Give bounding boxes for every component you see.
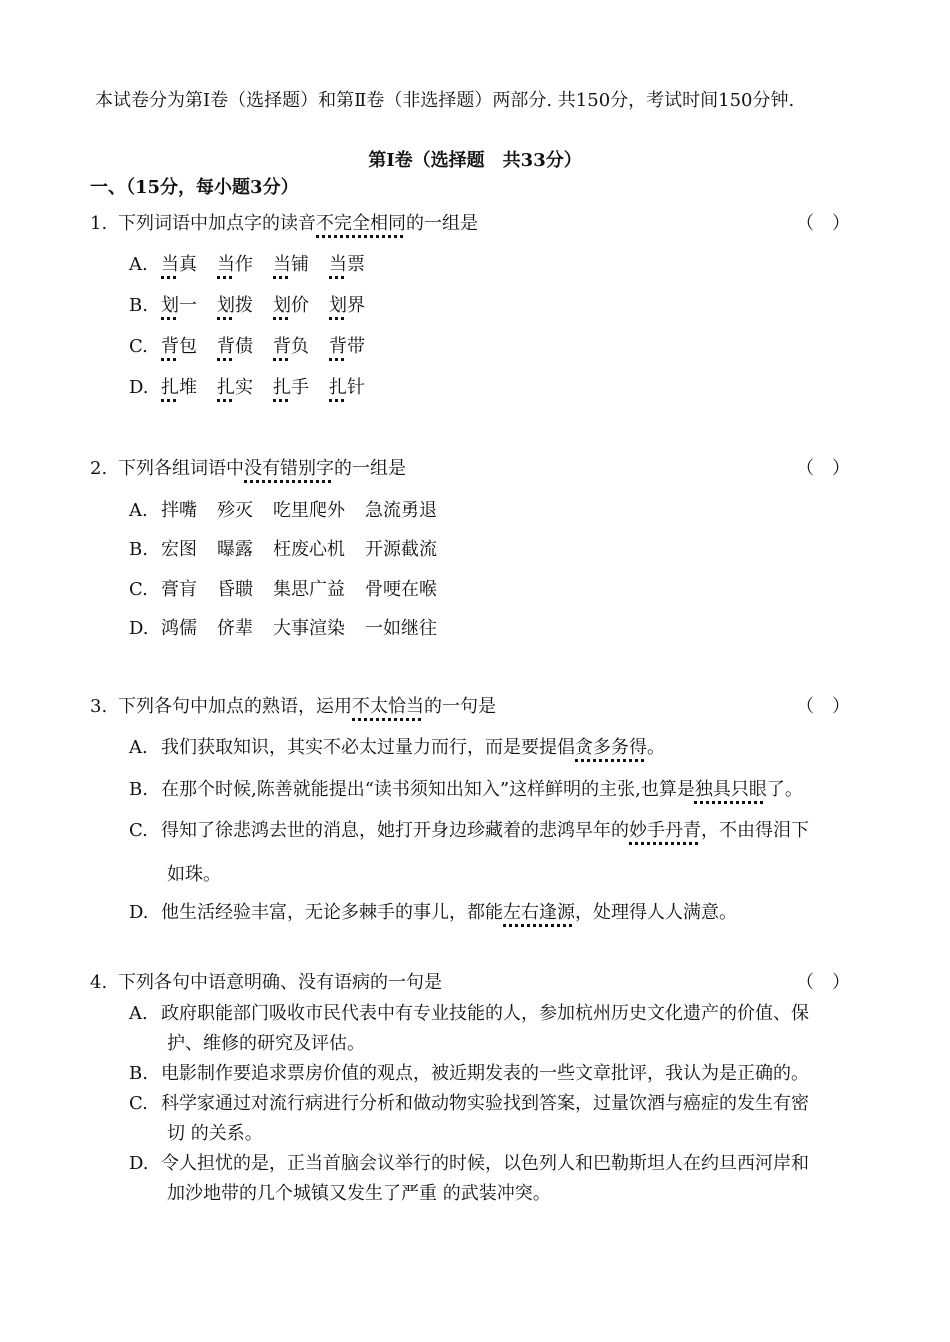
q1-option-b: B. 划一 划拨 划价 划界 xyxy=(129,295,365,316)
q4-option-a-continued: 护、维修的研究及评估。 xyxy=(167,1033,365,1054)
question-1-stem: 1. 下列词语中加点字的读音不完全相同的一组是 xyxy=(90,213,478,234)
q4-option-b: B. 电影制作要追求票房价值的观点，被近期发表的一些文章批评，我认为是正确的。 xyxy=(129,1063,809,1084)
q2-option-b: B. 宏图 曝露 枉废心机 开源截流 xyxy=(129,539,437,560)
q4-option-c: C. 科学家通过对流行病进行分析和做动物实验找到答案，过量饮酒与癌症的发生有密 xyxy=(129,1093,809,1114)
q2-option-c: C. 膏肓 昏聩 集思广益 骨哽在喉 xyxy=(129,579,437,600)
answer-bracket-3: （ ） xyxy=(796,696,850,717)
answer-bracket-1: （ ） xyxy=(796,213,850,234)
q2-option-d: D. 鸿儒 侪辈 大事渲染 一如继往 xyxy=(129,618,437,639)
question-2-stem: 2. 下列各组词语中没有错别字的一组是 xyxy=(90,458,406,479)
q3-option-a: A. 我们获取知识，其实不必太过量力而行，而是要提倡贪多务得。 xyxy=(129,737,665,758)
q1-option-d: D. 扎堆 扎实 扎手 扎针 xyxy=(129,377,365,398)
question-3-stem: 3. 下列各句中加点的熟语，运用不太恰当的一句是 xyxy=(90,696,496,717)
section-title: 第Ⅰ卷（选择题 共33分） xyxy=(368,150,582,171)
part-one-heading: 一、（15分，每小题3分） xyxy=(90,177,299,198)
q4-option-c-continued: 切 的关系。 xyxy=(167,1123,263,1144)
answer-bracket-4: （ ） xyxy=(796,972,850,993)
q3-option-b: B. 在那个时候,陈善就能提出“读书须知出知入”这样鲜明的主张,也算是独具只眼了。 xyxy=(129,779,803,800)
q1-option-c: C. 背包 背债 背负 背带 xyxy=(129,336,365,357)
q1-option-a: A. 当真 当作 当铺 当票 xyxy=(129,254,365,275)
q4-option-a: A. 政府职能部门吸收市民代表中有专业技能的人，参加杭州历史文化遗产的价值、保 xyxy=(129,1003,809,1024)
q4-option-d: D. 令人担忧的是，正当首脑会议举行的时候，以色列人和巴勒斯坦人在约旦西河岸和 xyxy=(129,1153,809,1174)
q3-option-c-continued: 如珠。 xyxy=(167,864,221,885)
question-4-stem: 4. 下列各句中语意明确、没有语病的一句是 xyxy=(90,972,442,993)
q4-option-d-continued: 加沙地带的几个城镇又发生了严重 的武装冲突。 xyxy=(167,1183,551,1204)
answer-bracket-2: （ ） xyxy=(796,458,850,479)
q2-option-a: A. 拌嘴 殄灭 吃里爬外 急流勇退 xyxy=(129,500,437,521)
q3-option-d: D. 他生活经验丰富，无论多棘手的事儿，都能左右逢源，处理得人人满意。 xyxy=(129,902,737,923)
q3-option-c: C. 得知了徐悲鸿去世的消息，她打开身边珍藏着的悲鸿早年的妙手丹青，不由得泪下 xyxy=(129,820,809,841)
exam-intro: 本试卷分为第Ⅰ卷（选择题）和第Ⅱ卷（非选择题）两部分. 共150分，考试时间150分钟. xyxy=(95,90,795,111)
